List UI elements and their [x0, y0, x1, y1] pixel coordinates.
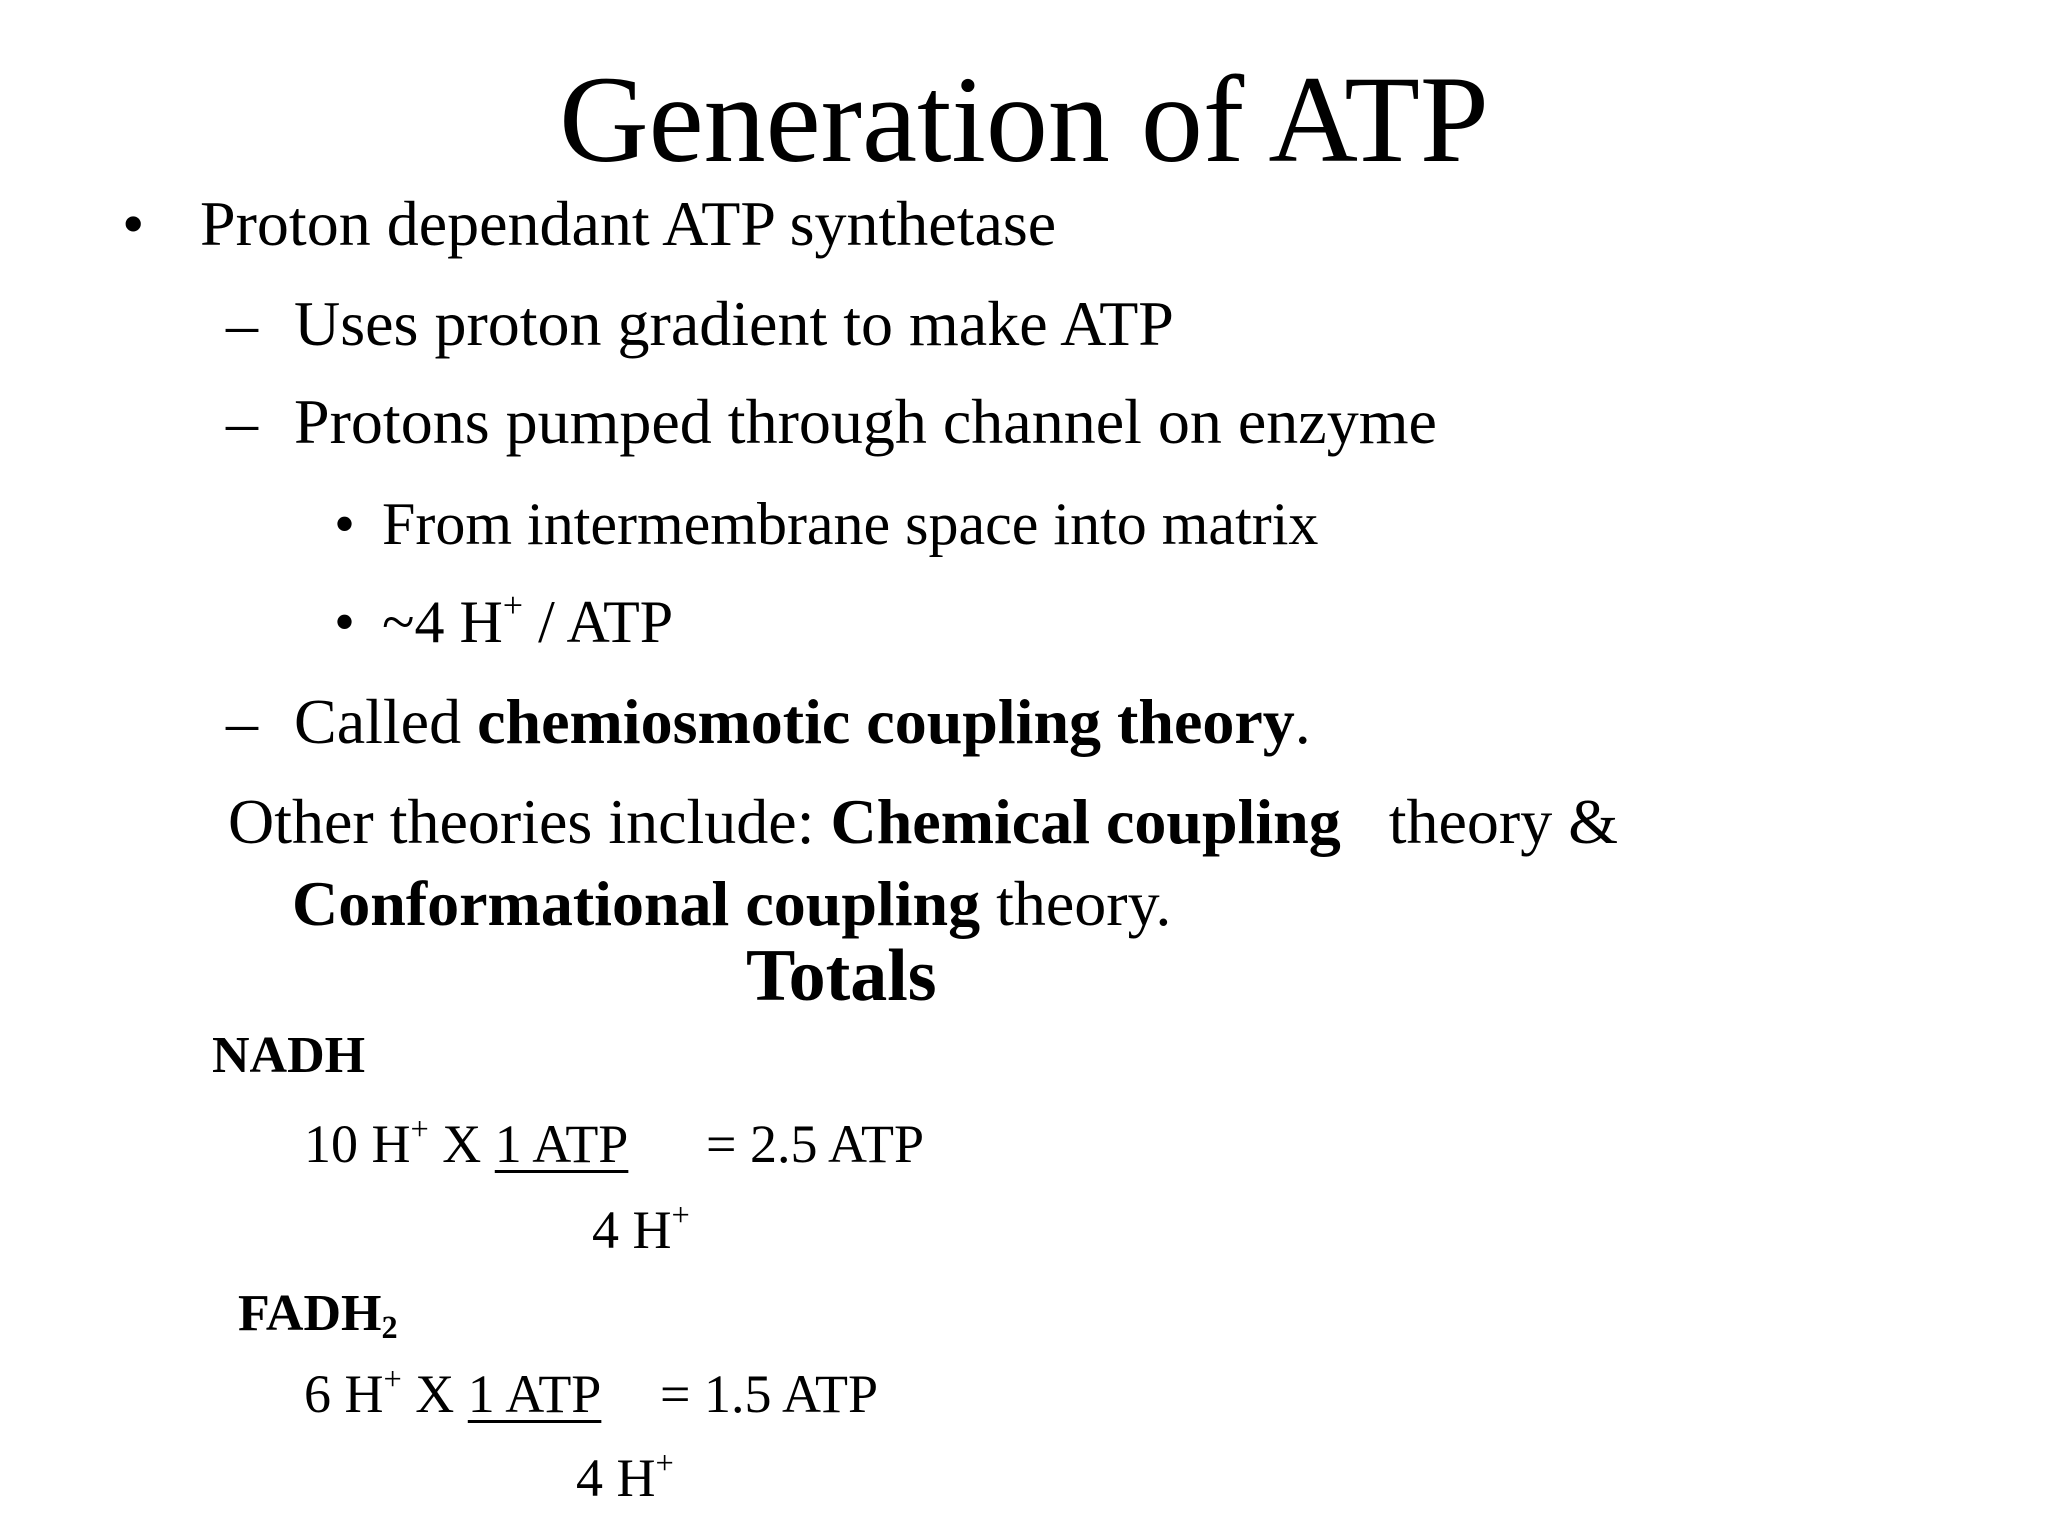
fadh2-result: = 1.5 ATP: [660, 1364, 879, 1424]
fadh2-fraction-denominator: 4 H+: [576, 1445, 674, 1508]
subsub-bullet-text: From intermembrane space into matrix: [382, 491, 1319, 557]
nadh-equation: 10 H+ X 1 ATP: [304, 1111, 629, 1174]
bullet-text: Proton dependant ATP synthetase: [200, 188, 1057, 259]
dot-marker: •: [334, 491, 356, 557]
nadh-result: = 2.5 ATP: [706, 1114, 925, 1174]
nadh-fraction-numerator: 1 ATP: [494, 1114, 629, 1174]
fadh2-fraction-numerator: 1 ATP: [467, 1364, 602, 1424]
bullet-marker: •: [122, 188, 145, 259]
sub-bullet-text: Uses proton gradient to make ATP: [294, 288, 1174, 359]
dash-marker: –: [226, 686, 258, 757]
dash-marker: –: [226, 386, 258, 457]
other-theories-line-2: Conformational coupling theory.: [292, 868, 1172, 939]
subsub-bullet-text: ~4 H+ / ATP: [382, 584, 674, 655]
fadh2-label: $FADH_2$: [238, 1285, 398, 1346]
dot-marker: •: [334, 589, 356, 655]
totals-heading: Totals: [746, 935, 937, 1017]
nadh-fraction-denominator: 4 H+: [592, 1197, 690, 1260]
fadh2-equation: 6 H+ X 1 ATP: [304, 1361, 602, 1424]
slide-title: Generation of ATP: [559, 51, 1489, 188]
sub-bullet-text: Called chemiosmotic coupling theory.: [294, 686, 1311, 757]
other-theories-line-1: Other theories include: Chemical coupling theory &: [228, 786, 1618, 857]
nadh-label: NADH: [212, 1027, 366, 1084]
sub-bullet-text: Protons pumped through channel on enzyme: [294, 386, 1437, 457]
dash-marker: –: [226, 288, 258, 359]
